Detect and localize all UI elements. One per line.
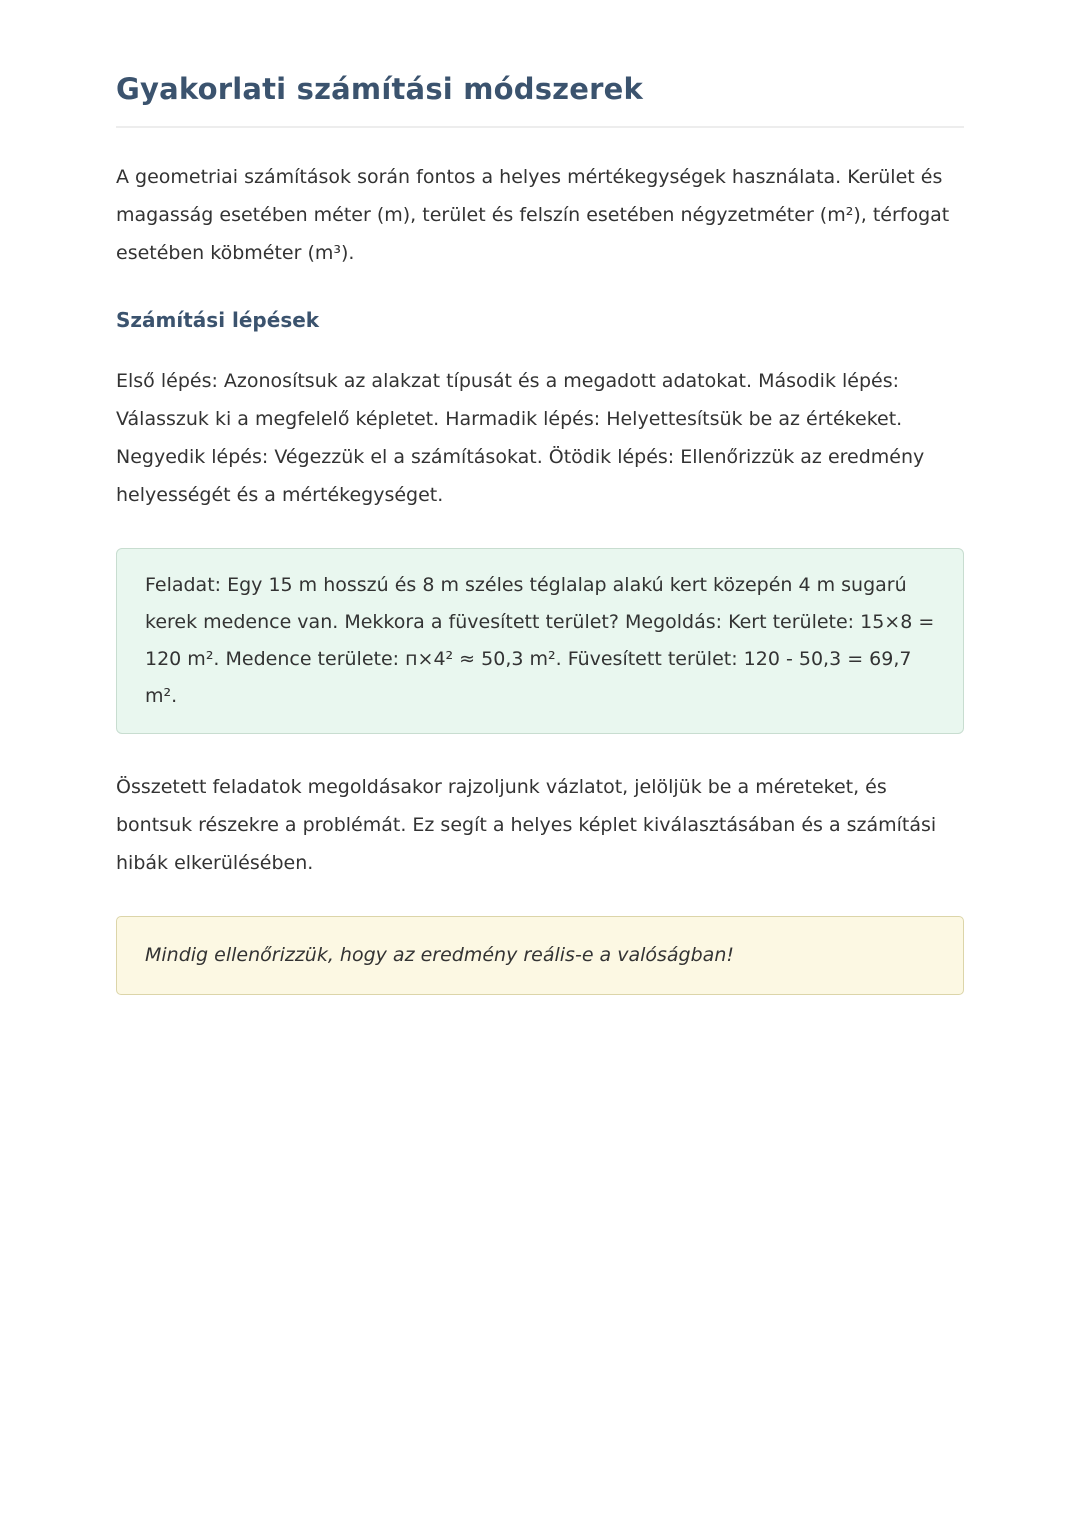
tip-callout-box (116, 916, 964, 995)
example-text: Feladat: Egy 15 m hosszú és 8 m széles téglalap alakú kert közepén 4 m sugarú kerek medence van. Mekkora a füvesített terület? Megoldás: Kert területe: 15×8 = 120 m². Medence területe: п×4² ≈ 50,3 m². Füvesített terület: 120 - 50,3 = 69,7 m². (145, 574, 935, 707)
document-page (116, 0, 964, 995)
intro-paragraph: A geometriai számítások során fontos a helyes mértékegységek használata. Kerület és magasság esetében méter (m), terület és felszín esetében négyzetméter (m²), térfogat esetében köbméter (m³). (116, 166, 950, 264)
tip-text: Mindig ellenőrizzük, hogy az eredmény reális-e a valóságban! (145, 944, 734, 966)
example-callout-box (116, 548, 964, 734)
advice-paragraph: Összetett feladatok megoldásakor rajzoljunk vázlatot, jelöljük be a méreteket, és bontsuk részekre a problémát. Ez segít a helyes képlet kiválasztásában és a számítási hibák elkerülésében. (116, 776, 937, 874)
section-heading-szamitasi-lepesek: Számítási lépések (116, 308, 320, 332)
steps-paragraph: Első lépés: Azonosítsuk az alakzat típusát és a megadott adatokat. Második lépés: Válasszuk ki a megfelelő képletet. Harmadik lépés: Helyettesítsük be az értékeket. Negyedik lépés: Végezzük el a számításokat. Ötödik lépés: Ellenőrizzük az eredmény helyességét és a mértékegységet. (116, 370, 925, 506)
page-title: Gyakorlati számítási módszerek (116, 72, 964, 128)
